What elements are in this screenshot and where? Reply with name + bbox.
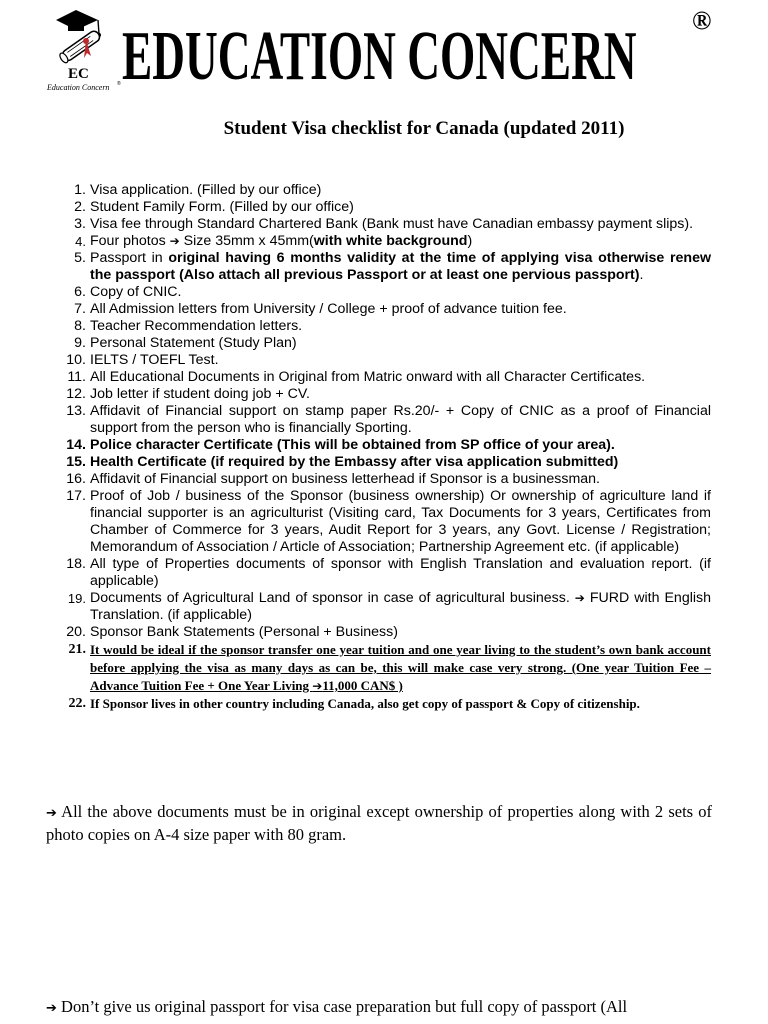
page-title: Student Visa checklist for Canada (updated 2011): [223, 118, 625, 139]
checklist-item: [66, 437, 711, 454]
checklist-item: [74, 318, 711, 335]
item-text: Copy of CNIC.: [90, 284, 182, 300]
checklist-item: [66, 386, 711, 403]
checklist-item: [66, 403, 711, 437]
item-text: Visa application. (Filled by our office): [90, 182, 322, 198]
item-text: with white background: [313, 233, 468, 249]
note-text: Don’t give us original passport for visa case preparation but full copy of passport (All: [56, 997, 628, 1016]
checklist-item: [66, 471, 711, 488]
item-number: 13.: [66, 403, 86, 419]
registered-mark: ®: [692, 6, 712, 35]
checklist-item: [74, 301, 711, 318]
item-text: Student Family Form. (Filled by our office): [90, 199, 354, 215]
item-text: All type of Properties documents of sponsor with English Translation and evaluation report. (if applicable): [90, 556, 711, 589]
item-text: Four photos: [90, 233, 170, 249]
item-text: All Admission letters from University / College + proof of advance tuition fee.: [90, 301, 567, 317]
checklist-item: [74, 284, 711, 301]
arrow-icon: ➔: [46, 806, 57, 821]
item-number: 12.: [66, 386, 86, 402]
arrow-icon: ➔: [169, 234, 180, 248]
item-number: 8.: [74, 318, 86, 334]
item-text: It would be ideal if the sponsor transfer one year tuition and one year living to the student’s own bank account before applying the visa as many days as can be, this will make case very strong. (One year Tuition Fee – Advance Tuition Fee + One Year Living: [90, 642, 711, 693]
checklist-item: [68, 641, 711, 695]
note-passport: [46, 996, 712, 1019]
item-number: 5.: [74, 250, 86, 266]
item-number: 11.: [67, 369, 86, 385]
item-number: 18.: [66, 556, 86, 572]
checklist-item: [67, 590, 711, 624]
note-text: All the above documents must be in original except ownership of properties along with 2 sets of photo copies on A-4 size paper with 80 gram.: [46, 802, 712, 844]
item-text: Passport in: [90, 250, 169, 266]
checklist-item: [66, 454, 711, 471]
item-number: 1.: [74, 182, 86, 198]
item-number: 9.: [74, 335, 86, 351]
item-text: FURD with English Translation. (if applicable): [90, 590, 711, 623]
item-number: 21.: [68, 642, 86, 657]
item-number: 16.: [66, 471, 86, 487]
item-text: Affidavit of Financial support on stamp paper Rs.20/- + Copy of CNIC as a proof of Financial support from the person who is financially Sporting.: [90, 403, 711, 436]
item-number: 6.: [74, 284, 86, 300]
item-text: Teacher Recommendation letters.: [90, 318, 303, 334]
arrow-icon: ➔: [312, 679, 323, 693]
item-number: 3.: [74, 216, 86, 232]
item-text: All Educational Documents in Original from Matric onward with all Character Certificates.: [90, 369, 646, 385]
document-checklist: [66, 182, 711, 713]
item-text: Affidavit of Financial support on business letterhead if Sponsor is a businessman.: [90, 471, 600, 487]
note-originals: [46, 801, 712, 845]
item-number: 10.: [66, 352, 86, 368]
checklist-item: [74, 216, 711, 233]
svg-text:Education Concern: Education Concern: [47, 83, 110, 92]
checklist-item: [66, 556, 711, 590]
arrow-icon: ➔: [46, 1001, 57, 1016]
item-text: Proof of Job / business of the Sponsor (business ownership) Or ownership of agriculture land if financial supporter is an agriculturist (Visiting card, Tax Documents for 3 years, Certificates from Chamber of Commerce for 3 years, Audit Report for 3 years, any Govt. License / Registration; Memorandum of Association / Article of Association; Partnership Agreement etc. (if applicable): [90, 488, 711, 555]
item-text: .: [639, 267, 644, 283]
item-number: 17.: [66, 488, 86, 504]
item-text: Visa fee through Standard Chartered Bank (Bank must have Canadian embassy payment slips).: [90, 216, 694, 232]
item-text: Sponsor Bank Statements (Personal + Business): [90, 624, 398, 640]
checklist-item: [67, 369, 711, 386]
arrow-icon: ➔: [574, 591, 585, 605]
checklist-item: [66, 352, 711, 369]
item-number: 20.: [66, 624, 86, 640]
item-text: 11,000 CAN$ ): [322, 678, 403, 693]
item-text: ): [467, 233, 473, 249]
checklist-item: [74, 182, 711, 199]
checklist-item: [74, 335, 711, 352]
checklist-item: [74, 199, 711, 216]
item-text: Personal Statement (Study Plan): [90, 335, 297, 351]
brand-name: EDUCATION CONCERN: [122, 18, 637, 95]
item-number: 4.: [75, 234, 86, 249]
checklist-item: [66, 488, 711, 556]
item-number: 2.: [74, 199, 86, 215]
item-text: Police character Certificate (This will be obtained from SP office of your area).: [90, 437, 615, 453]
checklist-item: [66, 624, 711, 641]
item-text: If Sponsor lives in other country including Canada, also get copy of passport & Copy of citizenship.: [90, 696, 640, 711]
checklist-item: [68, 695, 711, 713]
svg-text:®: ®: [117, 81, 121, 87]
item-number: 7.: [74, 301, 86, 317]
checklist-item: [75, 233, 711, 250]
item-text: Job letter if student doing job + CV.: [90, 386, 310, 402]
item-text: IELTS / TOEFL Test.: [90, 352, 219, 368]
svg-text:EC: EC: [68, 66, 89, 82]
item-number: 19.: [67, 591, 86, 606]
item-text: Health Certificate (if required by the Embassy after visa application submitted): [90, 454, 619, 470]
item-text: original having 6 months validity at the time of applying visa otherwise renew the passport (Also attach all previous Passport or at least one pervious passport): [90, 250, 711, 283]
item-text: Size 35mm x 45mm(: [179, 233, 314, 249]
item-text: Documents of Agricultural Land of sponsor in case of agricultural business.: [90, 590, 575, 606]
education-concern-logo: [46, 6, 122, 94]
item-number: 14.: [66, 437, 86, 453]
checklist-item: [74, 250, 711, 284]
item-number: 15.: [66, 454, 86, 470]
item-number: 22.: [68, 696, 86, 711]
